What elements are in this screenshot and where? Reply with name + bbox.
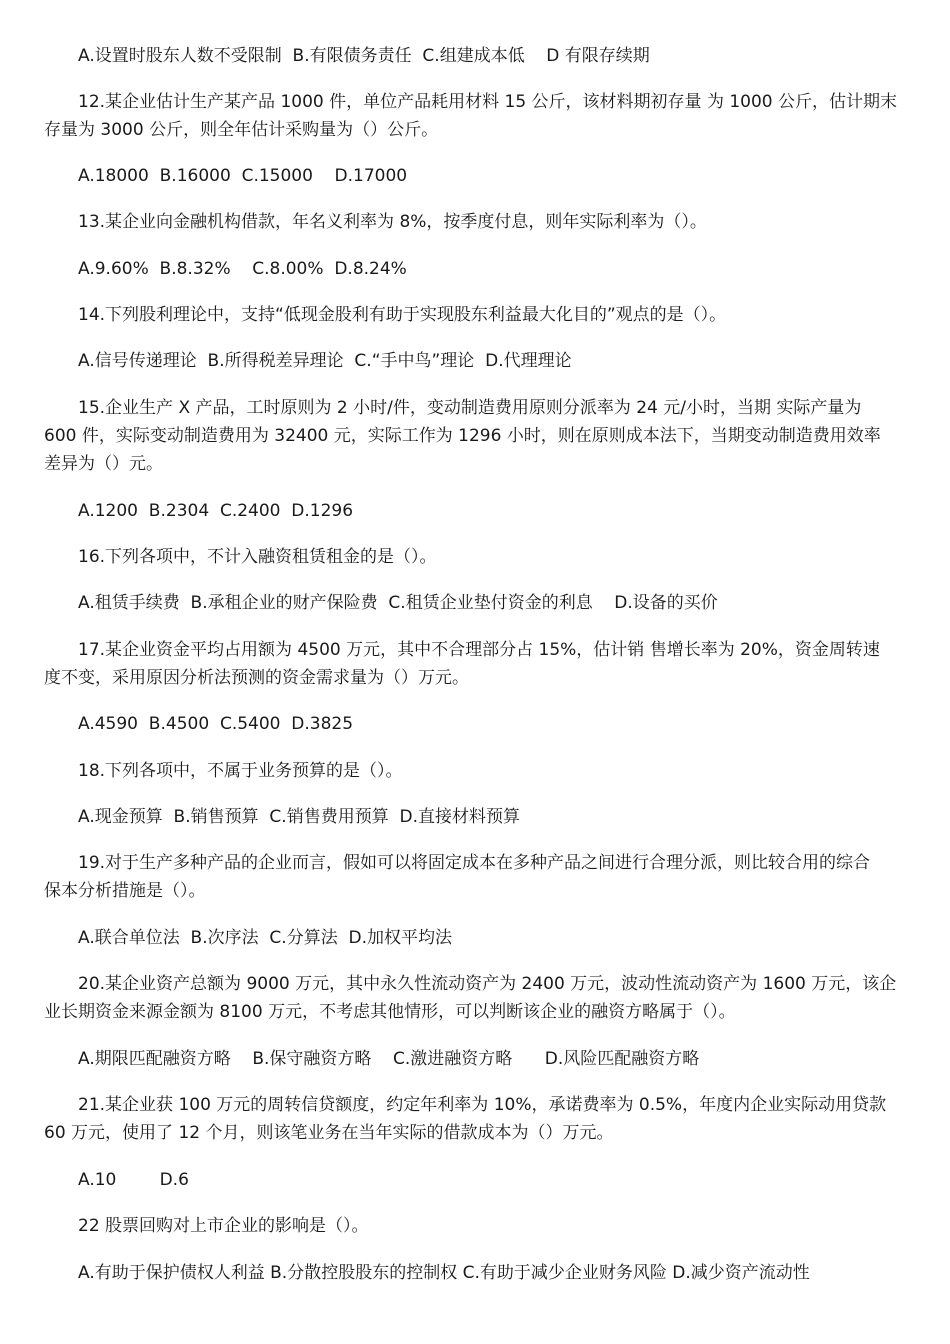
question-15-cont-1: 600 件，实际变动制造费用为 32400 元，实际工作为 1296 小时，则在原则成本法下，当期变动制造费用效率 — [44, 426, 881, 446]
question-21-cont: 60 万元，使用了 12 个月，则该笔业务在当年实际的借款成本为（）万元。 — [44, 1123, 614, 1143]
options-q20: A.期限匹配融资方略 B.保守融资方略 C.激进融资方略 D.风险匹配融资方略 — [78, 1049, 700, 1069]
question-21: 21.某企业获 100 万元的周转信贷额度，约定年利率为 10%，承诺费率为 0.5%，年度内企业实际动用贷款 — [78, 1095, 887, 1115]
question-20: 20.某企业资产总额为 9000 万元，其中永久性流动资产为 2400 万元，波动性流动资产为 1600 万元，该企 — [78, 974, 897, 994]
question-17: 17.某企业资金平均占用额为 4500 万元，其中不合理部分占 15%，估计销 售增长率为 20%，资金周转速 — [78, 640, 880, 660]
options-q22: A.有助于保护债权人利益 B.分散控股股东的控制权 C.有助于减少企业财务风险 D.减少资产流动性 — [78, 1263, 810, 1283]
options-q14: A.信号传递理论 B.所得税差异理论 C.“手中鸟”理论 D.代理理论 — [78, 351, 572, 371]
question-15-cont-2: 差异为（）元。 — [44, 454, 163, 474]
question-22: 22 股票回购对上市企业的影响是（）。 — [78, 1216, 369, 1236]
question-17-cont: 度不变，采用原因分析法预测的资金需求量为（）万元。 — [44, 668, 469, 688]
options-q19: A.联合单位法 B.次序法 C.分算法 D.加权平均法 — [78, 928, 452, 948]
question-18: 18.下列各项中，不属于业务预算的是（）。 — [78, 761, 403, 781]
options-q12: A.18000 B.16000 C.15000 D.17000 — [78, 166, 408, 186]
question-16: 16.下列各项中，不计入融资租赁租金的是（）。 — [78, 547, 437, 567]
options-q13: A.9.60% B.8.32% C.8.00% D.8.24% — [78, 259, 407, 279]
options-q11: A.设置时股东人数不受限制 B.有限债务责任 C.组建成本低 D 有限存续期 — [78, 46, 650, 66]
question-12: 12.某企业估计生产某产品 1000 件，单位产品耗用材料 15 公斤，该材料期初存量 为 1000 公斤，估计期末 — [78, 92, 898, 112]
question-13: 13.某企业向金融机构借款，年名义利率为 8%，按季度付息，则年实际利率为（）。 — [78, 212, 707, 232]
question-20-cont: 业长期资金来源金额为 8100 万元，不考虑其他情形，可以判断该企业的融资方略属于（）。 — [44, 1002, 736, 1022]
options-q21: A.10 D.6 — [78, 1170, 189, 1190]
options-q17: A.4590 B.4500 C.5400 D.3825 — [78, 714, 354, 734]
question-19: 19.对于生产多种产品的企业而言，假如可以将固定成本在多种产品之间进行合理分派，则比较合用的综合 — [78, 853, 871, 873]
question-15: 15.企业生产 X 产品，工时原则为 2 小时/件，变动制造费用原则分派率为 24 元/小时，当期 实际产量为 — [78, 398, 862, 418]
question-19-cont: 保本分析措施是（）。 — [44, 881, 206, 901]
options-q16: A.租赁手续费 B.承租企业的财产保险费 C.租赁企业垫付资金的利息 D.设备的买价 — [78, 593, 718, 613]
question-14: 14.下列股利理论中，支持“低现金股利有助于实现股东利益最大化目的”观点的是（）。 — [78, 305, 727, 325]
options-q18: A.现金预算 B.销售预算 C.销售费用预算 D.直接材料预算 — [78, 807, 520, 827]
options-q15: A.1200 B.2304 C.2400 D.1296 — [78, 501, 354, 521]
question-12-cont: 存量为 3000 公斤，则全年估计采购量为（）公斤。 — [44, 120, 439, 140]
